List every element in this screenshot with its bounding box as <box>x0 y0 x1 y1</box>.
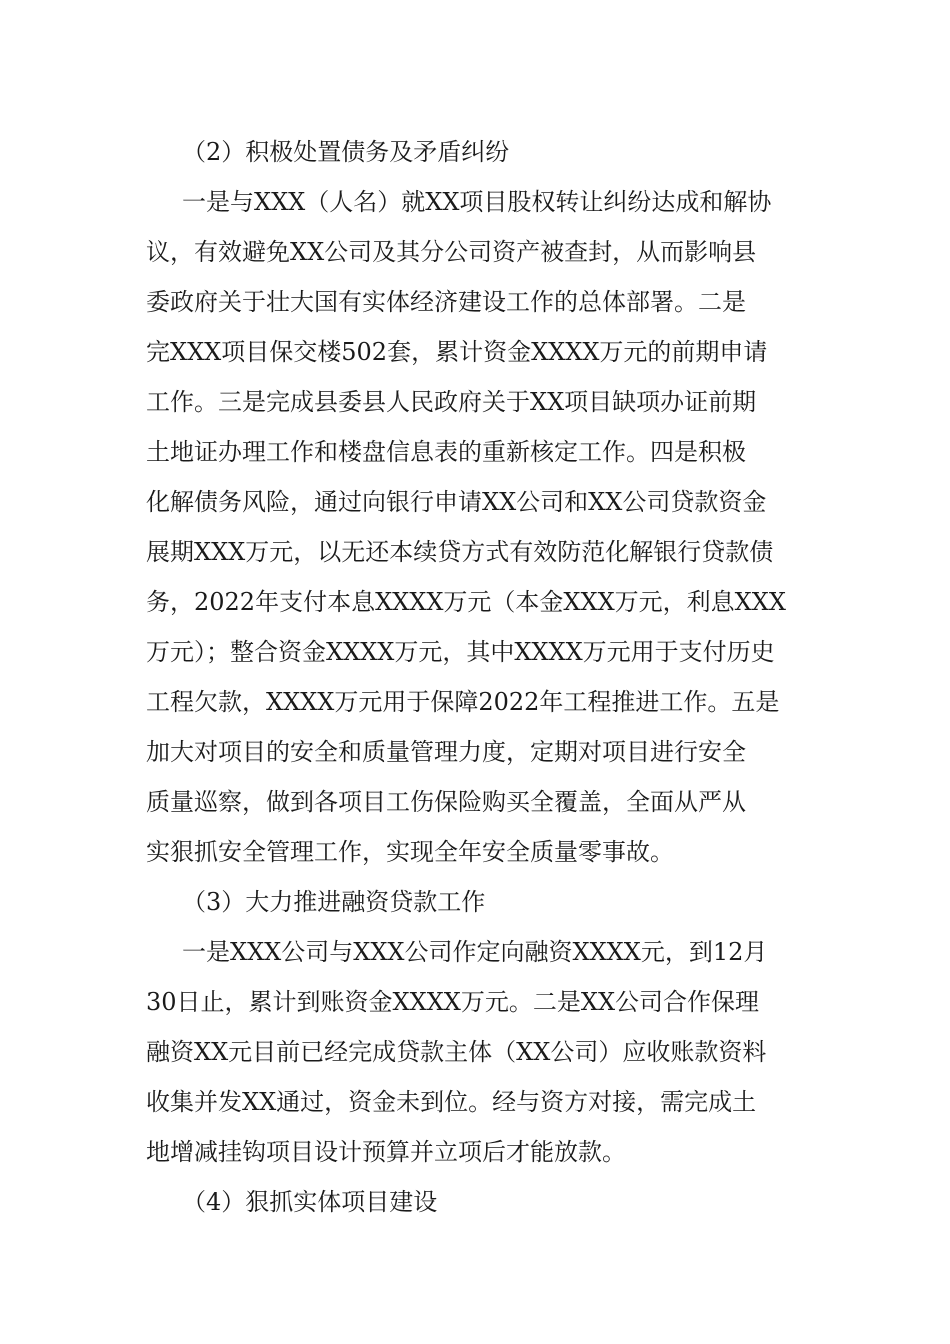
section-heading-3: （3）大力推进融资贷款工作 <box>182 888 486 916</box>
paragraph-line: 一是XXX公司与XXX公司作定向融资XXXX元，到12月 <box>182 938 768 966</box>
paragraph-line: 融资XX元目前已经完成贷款主体（XX公司）应收账款资料 <box>146 1038 767 1066</box>
paragraph-line: 地增减挂钩项目设计预算并立项后才能放款。 <box>146 1138 626 1166</box>
paragraph-line: 完XXX项目保交楼502套，累计资金XXXX万元的前期申请 <box>146 338 768 366</box>
paragraph-line: 万元）；整合资金XXXX万元，其中XXXX万元用于支付历史 <box>146 638 775 666</box>
paragraph-line: 实狠抓安全管理工作，实现全年安全质量零事故。 <box>146 838 674 866</box>
paragraph-line: 展期XXX万元，以无还本续贷方式有效防范化解银行贷款债 <box>146 538 774 566</box>
paragraph-line: 30日止，累计到账资金XXXX万元。二是XX公司合作保理 <box>146 988 760 1016</box>
paragraph-line: 质量巡察，做到各项目工伤保险购买全覆盖，全面从严从 <box>146 788 746 816</box>
paragraph-line: 加大对项目的安全和质量管理力度，定期对项目进行安全 <box>146 738 746 766</box>
paragraph-line: 土地证办理工作和楼盘信息表的重新核定工作。四是积极 <box>146 438 746 466</box>
paragraph-line: 化解债务风险，通过向银行申请XX公司和XX公司贷款资金 <box>146 488 767 516</box>
paragraph-line: 委政府关于壮大国有实体经济建设工作的总体部署。二是 <box>146 288 746 316</box>
paragraph-line: 收集并发XX通过，资金未到位。经与资方对接，需完成土 <box>146 1088 757 1116</box>
section-heading-4: （4）狠抓实体项目建设 <box>182 1188 438 1216</box>
paragraph-line: 议，有效避免XX公司及其分公司资产被查封，从而影响县 <box>146 238 757 266</box>
paragraph-line: 务，2022年支付本息XXXX万元（本金XXX万元，利息XXX <box>146 588 786 616</box>
paragraph-line: 工程欠款，XXXX万元用于保障2022年工程推进工作。五是 <box>146 688 780 716</box>
paragraph-line: 工作。三是完成县委县人民政府关于XX项目缺项办证前期 <box>146 388 757 416</box>
section-heading-2: （2）积极处置债务及矛盾纠纷 <box>182 138 510 166</box>
paragraph-line: 一是与XXX（人名）就XX项目股权转让纠纷达成和解协 <box>182 188 772 216</box>
